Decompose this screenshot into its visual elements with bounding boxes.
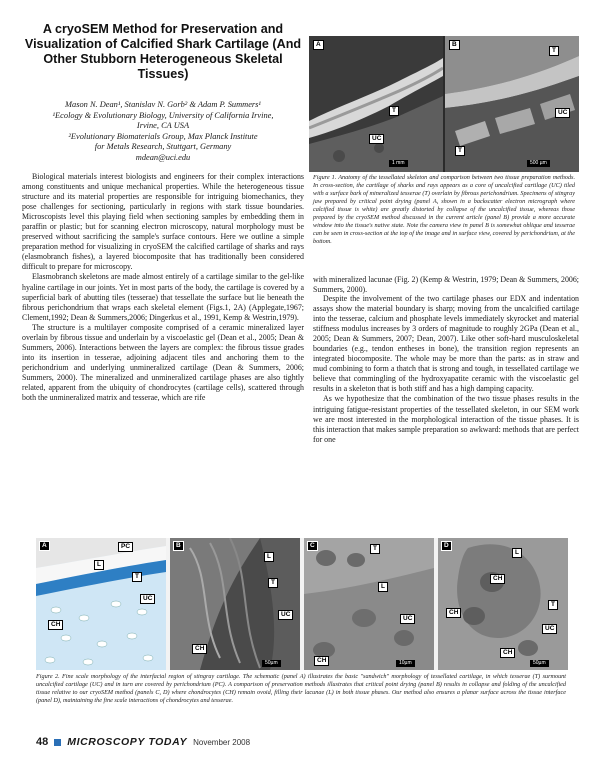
tesserae-label: T [370,544,380,554]
panel-label: B [449,40,460,50]
page-number: 48 [36,736,49,748]
affiliation-line: ²Evolutionary Biomaterials Group, Max Planck Institute [68,131,258,141]
tesserae-label: T [132,572,142,582]
affiliation-line: for Metals Research, Stuttgart, Germany [94,142,232,152]
author-names: Mason N. Dean¹, Stanislav N. Gorb² & Adam P. Summers¹ [65,100,261,109]
uncalcified-cartilage-label: UC [369,134,384,144]
figure-2-panel-c [304,538,434,670]
figure-1-caption: Figure 1. Anatomy of the tessellated skeleton and comparison between two tissue preparation methods. In cross-section, the cartilage of sharks and rays appears as a core of uncalcified cartilage (UC) tiled with a surface bark of mineralized tesserae (T) overlain by fibrous perichondrium. Specimens of stingray jaw prepared by critical point drying (panel A, shown in a backscatter electron micrograph where calcified tissue is white) are greatly distorted by collapse of the uncalcified tissue, whereas those prepared by the cryoSEM method discussed in the current article (panel B) provide a more accurate window into the tissue's native state. Note the camera view in panel B is somewhat oblique and tesserae can be seen in cross-section at the top of the image and in surface view, covered by perichondrium, at the bottom. [313,174,575,245]
lacunae-label: L [264,552,274,562]
article-title: A cryoSEM Method for Preservation and Visualization of Calcified Shark Cartilage (And Other Stubborn Heterogeneous Skeletal Tissues) [24,22,302,81]
figure-1 [309,36,579,172]
paragraph: Elasmobranch skeletons are made almost entirely of a cartilage similar to the gel-like hyaline cartilage in our joints. Yet in most parts of the body, the cartilage is covered by a superficial bark of abutting tiles (tesserae) that tessellate the surface but lie beneath the fibrous perichondrium that wraps each skeletal element (Figs.1, 2A) (Applegate,1967; Clement,1992; Dean & Summers,2006; Dingerkus et al., 1991, Kemp & Westrin,1979). [22,272,304,322]
uncalcified-cartilage-label: UC [278,610,293,620]
chondrocyte-label: CH [500,648,515,658]
author-block [22,100,304,164]
issue-date: November 2008 [193,737,251,747]
author-email: mdean@uci.edu [135,152,191,162]
affiliation-line: Irvine, CA USA [136,121,190,131]
body-column-right [313,294,579,540]
tesserae-label: T [389,106,399,116]
figure-2-panel-d [438,538,568,670]
uncalcified-cartilage-label: UC [140,594,155,604]
tesserae-label: T [548,600,558,610]
square-bullet-icon [54,739,61,746]
figure-1-panel-b [445,36,579,172]
uncalcified-cartilage-label: UC [555,108,570,118]
panel-label: A [39,541,50,551]
scale-bar: 50µm [530,660,549,667]
body-column-left [22,172,304,540]
chondrocyte-label: CH [490,574,505,584]
paragraph: The structure is a multilayer composite comprised of a ceramic mineralized layer overlain by fibrous tissue and underlain by a viscoelastic gel (Dean et al., 2005; Dean & Summers, 2006). Interactions between the layers are complex: the fibrous tissue grades into its insertion in tesserae, adjoining adjacent tiles and anchoring them to the perichondrium and underlying unmineralized cartilage (Dean & Summers, 2006; Summers, 2000). The mineralized and unmineralized cartilage phases are also tightly related, apparent from the ubiquity of chondrocytes (cartilage cells), scattered through both the unmineralized matrix and tesserae, which are rife [22,322,304,403]
tesserae-label: T [455,146,465,156]
schematic-diagram [36,538,166,670]
magazine-name: MICROSCOPY TODAY [67,736,188,748]
micrograph-cryosem [304,538,434,670]
scale-bar: 10µm [396,660,415,667]
chondrocyte-label: CH [446,608,461,618]
lacunae-label: L [378,582,388,592]
chondrocyte-label: CH [192,644,207,654]
body-column-right-continuation [313,275,579,295]
lacunae-label: L [512,548,522,558]
paragraph: Biological materials interest biologists and engineers for their complex interactions among constituents and unique mechanical properties. While the heterogeneous tissue structure and its material properties are responsible for intriguing biomechanics, they pose challenges for sectioning, particularly in regions with stark tissue boundaries. Microscopists level this playing field when sectioning samples by embedding them in paraffin or plastic; but for scanning electron microscopy, natural morphology must be preserved without sacrificing the sample's surface contours. Here we outline a simple preparation method for visualizing in cryoSEM the calcified cartilage of sharks and rays (elasmobranch fishes), a layered biocomposite that has traditionally been considered difficult to prepare for microscopy. [22,172,304,272]
tesserae-label: T [549,46,559,56]
micrograph-critical-point-drying [309,36,443,172]
scale-bar: 50µm [262,660,281,667]
figure-2-panel-b [170,538,300,670]
scale-bar: 1 mm [389,160,408,167]
paragraph: with mineralized lacunae (Fig. 2) (Kemp & Westrin, 1979; Dean & Summers, 2006; Summers, 2000). [313,275,579,295]
figure-2 [36,538,568,670]
paragraph: Despite the involvement of the two cartilage phases our EDX and indentation assays show the material boundary is sharp; moving from the uncalcified cartilage into the tesserae, calcium and phosphate levels immediately skyrocket and material stiffness modulus increases by 3 orders of magnitude to roughly 2GPa (Dean et al., 2005; Dean & Summers, 2007; Dean, 2007). Like other soft-hard musculoskeletal boundaries (e.g., tendon entheses in bone), the transition region represents an integrated biocomposite. The whole may be more than the parts: as in straw and mud combining to form a thatch that is strong and tough, in tessellated cartilage we believe that commingling of the hydroxyapatite ceramic with the viscoelastic gel results in a skeleton that is both stiff and has a high damping capacity. [313,294,579,394]
figure-2-panel-a-schematic [36,538,166,670]
panel-label: D [441,541,452,551]
perichondrium-label: PC [118,542,133,552]
affiliation-line: ¹Ecology & Evolutionary Biology, University of California Irvine, [52,110,274,120]
panel-label: C [307,541,318,551]
micrograph-critical-point-drying [170,538,300,670]
figure-1-panel-a [309,36,443,172]
chondrocyte-label: CH [314,656,329,666]
uncalcified-cartilage-label: UC [400,614,415,624]
paragraph: As we hypothesize that the combination of the two tissue phases results in the intriguing fatigue-resistant properties of the tessellated skeleton, in our SEM work we are most interested in the morphological interaction of the tissue phases. It is this interaction that makes sample preparation so awkward: methods that are perfect for one [313,394,579,444]
page-footer [36,735,250,749]
micrograph-cryosem [445,36,579,172]
uncalcified-cartilage-label: UC [542,624,557,634]
panel-label: B [173,541,184,551]
lacunae-label: L [94,560,104,570]
scale-bar: 500 µm [527,160,550,167]
chondrocyte-label: CH [48,620,63,630]
figure-2-caption: Figure 2. Fine scale morphology of the interfacial region of stingray cartilage. The schematic (panel A) illustrates the basic "sandwich" morphology of tessellated cartilage, in which tesserae (T) surmount uncalcified cartilage (UC) and in turn are covered by perichondrium (PC). A comparison of preservation methods illustrates that critical point drying (panel B) results in collapse and folding of the uncalcified tissue relative to our cryoSEM method (panels C, D) where chondrocytes (CH) remain ovoid, filling their lacunae (L) in both tissue phases. Our method also ensures a planar surface across the tissue interface (panel D), maintaining the fine scale interactions of chondrocytes and tesserae. [36,673,566,704]
tesserae-label: T [268,578,278,588]
panel-label: A [313,40,324,50]
